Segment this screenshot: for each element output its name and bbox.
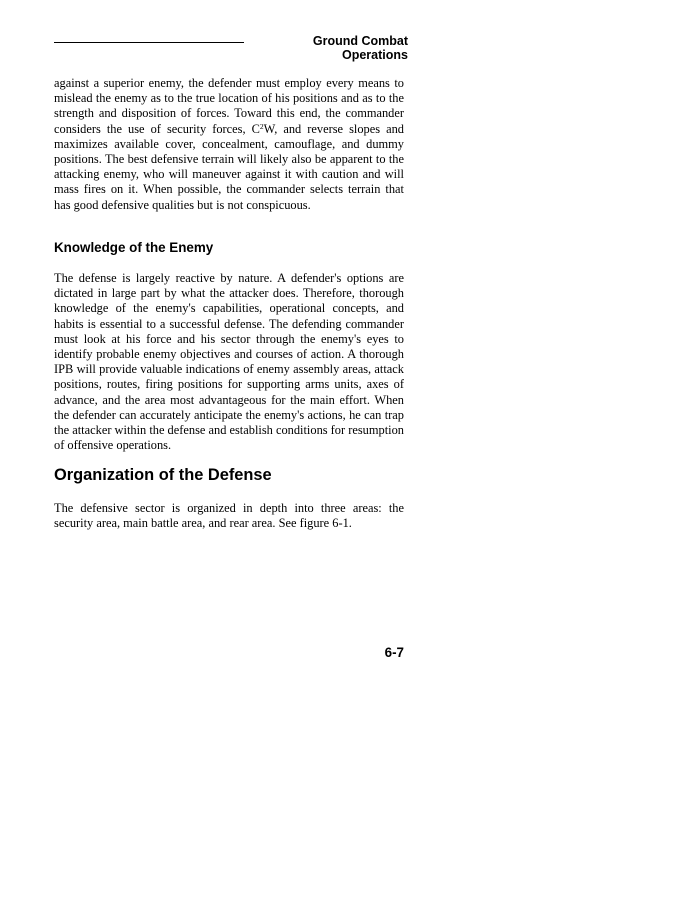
page-number: 6-7 xyxy=(384,645,404,660)
running-header-title: Ground Combat Operations xyxy=(312,34,408,62)
paragraph-text: against a superior enemy, the defender must employ every means to mislead the enemy as to the true location of his positions and as to the strength and disposition of forces. Toward this end, the commander considers the use of security forces, C xyxy=(54,76,404,136)
header-rule xyxy=(54,42,244,43)
paragraph-text: W, and reverse slopes and maximizes available cover, concealment, camouflage, and dummy positions. The best defensive terrain will likely also be apparent to the attacking enemy, who will maneuver against it with caution and will mass fires on it. When possible, the commander selects terrain that has good defensive qualities but is not conspicuous. xyxy=(54,121,404,212)
superscript: 2 xyxy=(259,121,264,131)
section-heading-knowledge-of-enemy: Knowledge of the Enemy xyxy=(54,240,214,255)
paragraph-knowledge-of-enemy: The defense is largely reactive by nature. A defender's options are dictated in large part by what the attacker does. Therefore, thorough knowledge of the enemy's capabilities, operational concepts, and habits is essential to a successful defense. The defending commander must look at his force and his sector through the enemy's eyes to identify probable enemy objectives and courses of action. A thorough IPB will provide valuable indications of enemy assembly areas, attack positions, routes, firing positions for supporting arms units, axes of advance, and the area most advantageous for the main effort. When the defender can accurately anticipate the enemy's actions, he can trap the attacker within the defense and establish conditions for resumption of offensive operations. xyxy=(54,271,404,453)
paragraph-organization-of-defense: The defensive sector is organized in depth into three areas: the security area, main battle area, and rear area. See figure 6-1. xyxy=(54,501,404,531)
paragraph-defensive-terrain xyxy=(54,76,404,213)
section-heading-organization-of-defense: Organization of the Defense xyxy=(54,466,272,484)
